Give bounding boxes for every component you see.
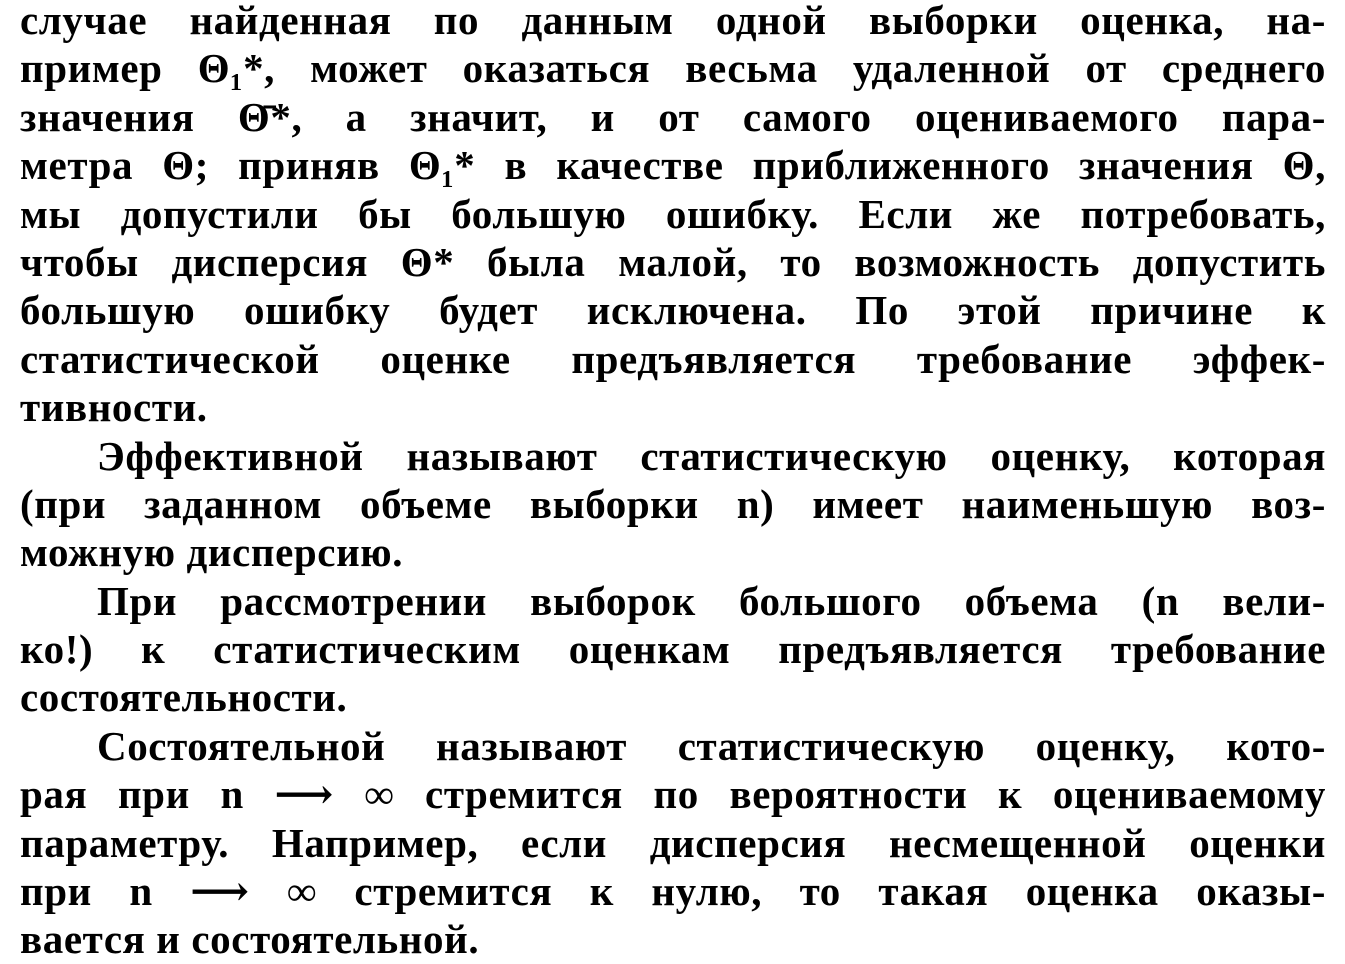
text-line: при n ⟶ ∞ стремится к нулю, то такая оценка оказы- <box>20 868 1326 915</box>
text-line: случае найденная по данным одной выборки оценка, на- <box>20 0 1326 43</box>
paragraph-4 <box>20 722 1326 964</box>
text-line: (при заданном объеме выборки n) имеет наименьшую воз- <box>20 480 1326 527</box>
text-line: значения Θ̄*, а значит, и от самого оцениваемого пара- <box>20 93 1326 140</box>
text-line: вается и состоятельной. <box>20 916 480 963</box>
document-page <box>20 0 1326 964</box>
text-line: ко!) к статистическим оценкам предъявляется требование <box>20 626 1326 673</box>
paragraph-1 <box>20 0 1326 432</box>
paragraph-3 <box>20 577 1326 722</box>
text-line: При рассмотрении выборок большого объема (n вели- <box>97 577 1326 624</box>
text-line: Состоятельной называют статистическую оценку, кото- <box>97 722 1326 769</box>
text-line: рая при n ⟶ ∞ стремится по вероятности к оцениваемому <box>20 771 1326 818</box>
text-line: метра Θ; приняв Θ₁* в качестве приближенного значения Θ, <box>20 142 1326 189</box>
text-line: мы допустили бы большую ошибку. Если же потребовать, <box>20 190 1326 237</box>
text-line: большую ошибку будет исключена. По этой причине к <box>20 287 1326 334</box>
text-line: состоятельности. <box>20 674 348 721</box>
text-line: Эффективной называют статистическую оценку, которая <box>97 432 1326 479</box>
text-line: пример Θ₁*, может оказаться весьма удаленной от среднего <box>20 45 1326 92</box>
text-line: статистической оценке предъявляется требование эффек- <box>20 335 1326 382</box>
paragraph-2 <box>20 432 1326 577</box>
text-line: можную дисперсию. <box>20 529 404 576</box>
text-line: параметру. Например, если дисперсия несмещенной оценки <box>20 819 1326 866</box>
text-line: тивности. <box>20 384 208 431</box>
text-line: чтобы дисперсия Θ* была малой, то возможность допустить <box>20 238 1326 285</box>
